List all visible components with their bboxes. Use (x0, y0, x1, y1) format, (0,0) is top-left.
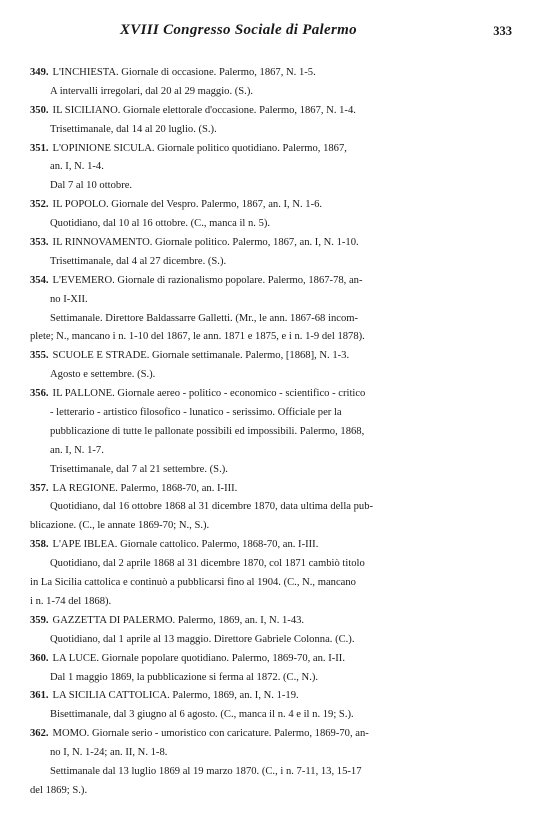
line-text: no I, N. 1-24; an. II, N. 1-8. (50, 747, 168, 759)
line-text: IL SICILIANO. Giornale elettorale d'occasione. Palermo, 1867, N. 1-4. (52, 104, 356, 116)
line-text: del 1869; S.). (30, 784, 88, 796)
line-text: LA REGIONE. Palermo, 1868-70, an. I-III. (52, 482, 238, 494)
text-line (30, 593, 514, 612)
line-text: - letterario - artistico filosofico - lunatico - serissimo. Officiale per la (50, 407, 342, 419)
line-text: Dal 7 al 10 ottobre. (50, 180, 133, 192)
text-line (30, 517, 514, 536)
line-text: LA LUCE. Giornale popolare quotidiano. Palermo, 1869-70, an. I-II. (52, 652, 345, 664)
text-line (30, 706, 514, 725)
line-text: LA SICILIA CATTOLICA. Palermo, 1869, an. I, N. 1-19. (52, 690, 299, 702)
line-text: Dal 1 maggio 1869, la pubblicazione si ferma al 1872. (C., N.). (50, 671, 319, 683)
line-text: Quotidiano, dal 1 aprile al 13 maggio. Direttore Gabriele Colonna. (C.). (50, 633, 355, 645)
line-text: SCUOLE E STRADE. Giornale settimanale. Palermo, [1868], N. 1-3. (52, 350, 350, 362)
entry-number: 356. (30, 388, 49, 400)
line-text: Trisettimanale, dal 14 al 20 luglio. (S.). (50, 123, 217, 135)
line-text: Bisettimanale, dal 3 giugno al 6 agosto. (C., manca il n. 4 e il n. 19; S.). (50, 709, 354, 721)
line-text: Settimanale dal 13 luglio 1869 al 19 marzo 1870. (C., i n. 7-11, 13, 15-17 (50, 765, 362, 777)
line-text: IL RINNOVAMENTO. Giornale politico. Palermo, 1867, an. I, N. 1-10. (52, 237, 359, 249)
line-text: L'APE IBLEA. Giornale cattolico. Palermo, 1868-70, an. I-III. (52, 539, 319, 551)
bibliography-entries (30, 64, 514, 801)
line-text: MOMO. Giornale serio - umoristico con caricature. Palermo, 1869-70, an- (52, 728, 369, 740)
text-line (30, 102, 514, 121)
line-text: plete; N., mancano i n. 1-10 del 1867, le ann. 1871 e 1875, e i n. 1-9 del 1878). (30, 331, 365, 343)
text-line (30, 461, 514, 480)
text-line (30, 650, 514, 669)
entry-number: 358. (30, 539, 49, 551)
text-line (30, 121, 514, 140)
entry-number: 353. (30, 237, 49, 249)
running-title: XVIII Congresso Sociale di Palermo (120, 22, 357, 38)
text-line (30, 366, 514, 385)
text-line (30, 498, 514, 517)
text-line (30, 272, 514, 291)
entry-number: 349. (30, 67, 49, 78)
text-line (30, 574, 514, 593)
text-line (30, 612, 514, 631)
text-line (30, 423, 514, 442)
line-text: an. I, N. 1-4. (50, 161, 104, 173)
line-text: i n. 1-74 del 1868). (30, 595, 112, 607)
text-line (30, 555, 514, 574)
line-text: Quotidiano, dal 2 aprile 1868 al 31 dicembre 1870, col 1871 cambiò titolo (50, 558, 365, 570)
entry-number: 354. (30, 274, 49, 286)
line-text: L'EVEMERO. Giornale di razionalismo popolare. Palermo, 1867-78, an- (52, 274, 363, 286)
text-line (30, 669, 514, 688)
text-line (30, 158, 514, 177)
text-line (30, 291, 514, 310)
line-text: IL POPOLO. Giornale del Vespro. Palermo, 1867, an. I, N. 1-6. (52, 199, 323, 211)
text-line (30, 763, 514, 782)
line-text: Trisettimanale, dal 4 al 27 dicembre. (S.). (50, 255, 227, 267)
entry-number: 361. (30, 690, 49, 702)
line-text: L'OPINIONE SICULA. Giornale politico quotidiano. Palermo, 1867, (52, 142, 347, 154)
line-text: blicazione. (C., le annate 1869-70; N., S.). (30, 520, 210, 532)
line-text: Trisettimanale, dal 7 al 21 settembre. (S.). (50, 463, 228, 475)
entry-number: 360. (30, 652, 49, 664)
text-line (30, 347, 514, 366)
line-text: IL PALLONE. Giornale aereo - politico - economico - scientifico - critico (52, 388, 366, 400)
text-line (30, 328, 514, 347)
text-line (30, 83, 514, 102)
line-text: Settimanale. Direttore Baldassarre Galletti. (Mr., le ann. 1867-68 incom- (50, 312, 359, 324)
page-number: 333 (493, 24, 512, 38)
text-line (30, 140, 514, 159)
running-head (0, 20, 550, 42)
line-text: A intervalli irregolari, dal 20 al 29 maggio. (S.). (50, 85, 253, 97)
line-text: L'INCHIESTA. Giornale di occasione. Palermo, 1867, N. 1-5. (52, 67, 316, 78)
line-text: Quotidiano, dal 10 al 16 ottobre. (C., manca il n. 5). (50, 218, 271, 230)
line-text: GAZZETTA DI PALERMO. Palermo, 1869, an. I, N. 1-43. (52, 614, 305, 626)
line-text: no I-XII. (50, 293, 88, 305)
text-line (30, 404, 514, 423)
text-line (30, 536, 514, 555)
text-line (30, 310, 514, 329)
text-line (30, 177, 514, 196)
line-text: an. I, N. 1-7. (50, 444, 104, 456)
entry-number: 359. (30, 614, 49, 626)
text-line (30, 385, 514, 404)
text-line (30, 782, 514, 801)
text-line (30, 725, 514, 744)
line-text: pubblicazione di tutte le pallonate possibili ed impossibili. Palermo, 1868, (50, 425, 365, 437)
text-line (30, 215, 514, 234)
text-line (30, 64, 514, 83)
entry-number: 351. (30, 142, 49, 154)
text-line (30, 196, 514, 215)
text-line (30, 234, 514, 253)
text-line (30, 744, 514, 763)
text-line (30, 253, 514, 272)
line-text: in La Sicilia cattolica e continuò a pubblicarsi fino al 1904. (C., N., mancano (30, 577, 356, 589)
entry-number: 355. (30, 350, 49, 362)
entry-number: 350. (30, 104, 49, 116)
text-line (30, 687, 514, 706)
entry-number: 352. (30, 199, 49, 211)
text-line (30, 480, 514, 499)
line-text: Quotidiano, dal 16 ottobre 1868 al 31 dicembre 1870, data ultima della pub- (50, 501, 374, 513)
entry-number: 357. (30, 482, 49, 494)
text-line (30, 631, 514, 650)
text-line (30, 442, 514, 461)
entry-number: 362. (30, 728, 49, 740)
line-text: Agosto e settembre. (S.). (50, 369, 156, 381)
